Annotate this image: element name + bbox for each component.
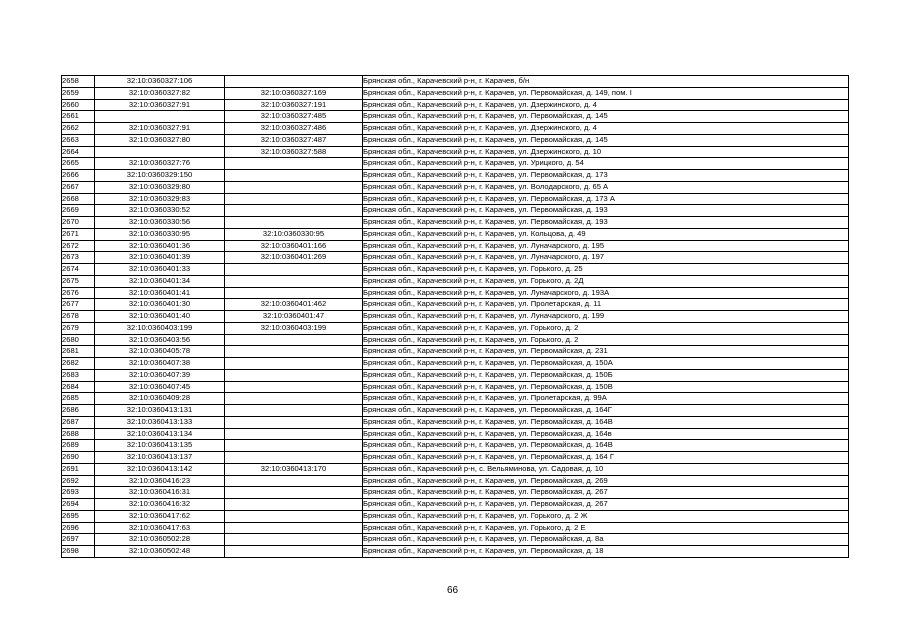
parent-cadastral-cell	[225, 205, 363, 217]
row-number-cell: 2698	[62, 546, 95, 558]
cadastral-number-cell: 32:10:0360416:23	[95, 475, 225, 487]
cadastral-number-cell: 32:10:0360327:80	[95, 134, 225, 146]
cadastral-number-cell: 32:10:0360401:33	[95, 264, 225, 276]
parent-cadastral-cell	[225, 170, 363, 182]
address-cell: Брянская обл., Карачевский р-н, г. Карачев, ул. Горького, д. 2 Ж	[363, 510, 849, 522]
row-number-cell: 2667	[62, 181, 95, 193]
parent-cadastral-cell	[225, 217, 363, 229]
address-cell: Брянская обл., Карачевский р-н, г. Карачев, ул. Первомайская, д. 150Б	[363, 369, 849, 381]
address-cell: Брянская обл., Карачевский р-н, г. Карачев, ул. Володарского, д. 65 А	[363, 181, 849, 193]
table-row	[62, 452, 849, 464]
row-number-cell: 2692	[62, 475, 95, 487]
address-cell: Брянская обл., Карачевский р-н, г. Карачев, ул. Горького, д. 2	[363, 322, 849, 334]
row-number-cell: 2659	[62, 87, 95, 99]
address-cell: Брянская обл., Карачевский р-н, г. Карачев, ул. Первомайская, д. 193	[363, 217, 849, 229]
address-cell: Брянская обл., Карачевский р-н, г. Карачев, ул. Луначарского, д. 199	[363, 311, 849, 323]
row-number-cell: 2680	[62, 334, 95, 346]
cadastral-number-cell: 32:10:0360417:63	[95, 522, 225, 534]
cadastral-number-cell: 32:10:0360502:28	[95, 534, 225, 546]
row-number-cell: 2696	[62, 522, 95, 534]
row-number-cell: 2690	[62, 452, 95, 464]
table-row	[62, 275, 849, 287]
parent-cadastral-cell: 32:10:0360327:486	[225, 123, 363, 135]
cadastral-number-cell: 32:10:0360413:137	[95, 452, 225, 464]
parent-cadastral-cell: 32:10:0360327:169	[225, 87, 363, 99]
address-cell: Брянская обл., Карачевский р-н, г. Карачев, ул. Первомайская, д. 8а	[363, 534, 849, 546]
table-row	[62, 217, 849, 229]
table-row	[62, 475, 849, 487]
parent-cadastral-cell	[225, 499, 363, 511]
row-number-cell: 2665	[62, 158, 95, 170]
cadastral-number-cell: 32:10:0360327:76	[95, 158, 225, 170]
row-number-cell: 2676	[62, 287, 95, 299]
table-row	[62, 158, 849, 170]
parent-cadastral-cell: 32:10:0360401:462	[225, 299, 363, 311]
address-cell: Брянская обл., Карачевский р-н, г. Карачев, ул. Луначарского, д. 193А	[363, 287, 849, 299]
parent-cadastral-cell	[225, 275, 363, 287]
table-row	[62, 546, 849, 558]
address-cell: Брянская обл., Карачевский р-н, г. Карачев, ул. Дзержинского, д. 4	[363, 123, 849, 135]
row-number-cell: 2661	[62, 111, 95, 123]
parent-cadastral-cell	[225, 193, 363, 205]
cadastral-number-cell: 32:10:0360329:150	[95, 170, 225, 182]
cadastral-number-cell: 32:10:0360401:34	[95, 275, 225, 287]
address-cell: Брянская обл., Карачевский р-н, г. Карачев, ул. Дзержинского, д. 4	[363, 99, 849, 111]
address-cell: Брянская обл., Карачевский р-н, г. Карачев, ул. Первомайская, д. 145	[363, 111, 849, 123]
row-number-cell: 2660	[62, 99, 95, 111]
table-body	[62, 76, 849, 558]
table-row	[62, 264, 849, 276]
table-row	[62, 534, 849, 546]
cadastral-number-cell: 32:10:0360407:38	[95, 358, 225, 370]
address-cell: Брянская обл., Карачевский р-н, г. Карачев, ул. Горького, д. 25	[363, 264, 849, 276]
cadastral-number-cell: 32:10:0360413:134	[95, 428, 225, 440]
address-cell: Брянская обл., Карачевский р-н, г. Карачев, ул. Первомайская, д. 150В	[363, 381, 849, 393]
address-cell: Брянская обл., Карачевский р-н, г. Карачев, ул. Первомайская, д. 164в	[363, 428, 849, 440]
address-cell: Брянская обл., Карачевский р-н, г. Карачев, ул. Первомайская, д. 173 А	[363, 193, 849, 205]
address-cell: Брянская обл., Карачевский р-н, г. Карачев, ул. Горького, д. 2Д	[363, 275, 849, 287]
row-number-cell: 2662	[62, 123, 95, 135]
parent-cadastral-cell	[225, 534, 363, 546]
parent-cadastral-cell: 32:10:0360401:269	[225, 252, 363, 264]
cadastral-number-cell: 32:10:0360329:80	[95, 181, 225, 193]
row-number-cell: 2683	[62, 369, 95, 381]
parent-cadastral-cell: 32:10:0360327:191	[225, 99, 363, 111]
cadastral-number-cell: 32:10:0360401:30	[95, 299, 225, 311]
cadastral-number-cell: 32:10:0360330:56	[95, 217, 225, 229]
table-row	[62, 522, 849, 534]
cadastral-number-cell: 32:10:0360413:135	[95, 440, 225, 452]
cadastral-number-cell: 32:10:0360327:82	[95, 87, 225, 99]
table-row	[62, 123, 849, 135]
parent-cadastral-cell: 32:10:0360327:487	[225, 134, 363, 146]
address-cell: Брянская обл., Карачевский р-н, г. Карачев, ул. Первомайская, д. 164 Г	[363, 452, 849, 464]
address-cell: Брянская обл., Карачевский р-н, г. Карачев, ул. Пролетарская, д. 99А	[363, 393, 849, 405]
table-row	[62, 111, 849, 123]
row-number-cell: 2658	[62, 76, 95, 88]
address-cell: Брянская обл., Карачевский р-н, г. Карачев, ул. Первомайская, д. 150А	[363, 358, 849, 370]
cadastral-number-cell: 32:10:0360329:83	[95, 193, 225, 205]
address-cell: Брянская обл., Карачевский р-н, г. Карачев, ул. Первомайская, д. 267	[363, 499, 849, 511]
parent-cadastral-cell: 32:10:0360403:199	[225, 322, 363, 334]
parent-cadastral-cell	[225, 452, 363, 464]
row-number-cell: 2686	[62, 405, 95, 417]
row-number-cell: 2670	[62, 217, 95, 229]
row-number-cell: 2684	[62, 381, 95, 393]
table-row	[62, 228, 849, 240]
table-row	[62, 499, 849, 511]
address-cell: Брянская обл., Карачевский р-н, г. Карачев, ул. Первомайская, д. 145	[363, 134, 849, 146]
row-number-cell: 2691	[62, 463, 95, 475]
table-row	[62, 193, 849, 205]
table-row	[62, 334, 849, 346]
cadastral-number-cell: 32:10:0360413:133	[95, 416, 225, 428]
row-number-cell: 2694	[62, 499, 95, 511]
row-number-cell: 2695	[62, 510, 95, 522]
table-row	[62, 487, 849, 499]
address-cell: Брянская обл., Карачевский р-н, г. Карачев, ул. Луначарского, д. 195	[363, 240, 849, 252]
cadastral-number-cell: 32:10:0360413:131	[95, 405, 225, 417]
parent-cadastral-cell	[225, 393, 363, 405]
address-cell: Брянская обл., Карачевский р-н, г. Карачев, ул. Кольцова, д. 49	[363, 228, 849, 240]
address-cell: Брянская обл., Карачевский р-н, г. Карачев, ул. Первомайская, д. 164В	[363, 416, 849, 428]
row-number-cell: 2675	[62, 275, 95, 287]
table-row	[62, 428, 849, 440]
row-number-cell: 2668	[62, 193, 95, 205]
table-row	[62, 405, 849, 417]
parent-cadastral-cell	[225, 158, 363, 170]
row-number-cell: 2689	[62, 440, 95, 452]
cadastral-number-cell: 32:10:0360327:91	[95, 99, 225, 111]
address-cell: Брянская обл., Карачевский р-н, г. Карачев, ул. Первомайская, д. 149, пом. I	[363, 87, 849, 99]
table-row	[62, 322, 849, 334]
parent-cadastral-cell	[225, 510, 363, 522]
parent-cadastral-cell: 32:10:0360413:170	[225, 463, 363, 475]
table-row	[62, 381, 849, 393]
table-row	[62, 240, 849, 252]
table-row	[62, 146, 849, 158]
row-number-cell: 2673	[62, 252, 95, 264]
address-cell: Брянская обл., Карачевский р-н, г. Карачев, б/н	[363, 76, 849, 88]
cadastral-number-cell: 32:10:0360330:95	[95, 228, 225, 240]
parent-cadastral-cell	[225, 369, 363, 381]
cadastral-number-cell	[95, 146, 225, 158]
table-row	[62, 311, 849, 323]
parent-cadastral-cell	[225, 440, 363, 452]
parent-cadastral-cell	[225, 546, 363, 558]
page-number: 66	[446, 585, 459, 596]
address-cell: Брянская обл., Карачевский р-н, г. Карачев, ул. Первомайская, д. 267	[363, 487, 849, 499]
table-row	[62, 99, 849, 111]
property-register-table	[61, 75, 849, 558]
cadastral-number-cell: 32:10:0360403:56	[95, 334, 225, 346]
cadastral-number-cell: 32:10:0360407:45	[95, 381, 225, 393]
row-number-cell: 2677	[62, 299, 95, 311]
row-number-cell: 2664	[62, 146, 95, 158]
cadastral-number-cell: 32:10:0360413:142	[95, 463, 225, 475]
row-number-cell: 2681	[62, 346, 95, 358]
cadastral-number-cell: 32:10:0360409:28	[95, 393, 225, 405]
parent-cadastral-cell	[225, 522, 363, 534]
address-cell: Брянская обл., Карачевский р-н, г. Карачев, ул. Горького, д. 2 Е	[363, 522, 849, 534]
address-cell: Брянская обл., Карачевский р-н, г. Карачев, ул. Луначарского, д. 197	[363, 252, 849, 264]
parent-cadastral-cell	[225, 416, 363, 428]
table-row	[62, 134, 849, 146]
table-row	[62, 76, 849, 88]
row-number-cell: 2679	[62, 322, 95, 334]
address-cell: Брянская обл., Карачевский р-н, г. Карачев, ул. Первомайская, д. 231	[363, 346, 849, 358]
row-number-cell: 2693	[62, 487, 95, 499]
address-cell: Брянская обл., Карачевский р-н, г. Карачев, ул. Первомайская, д. 18	[363, 546, 849, 558]
row-number-cell: 2685	[62, 393, 95, 405]
address-cell: Брянская обл., Карачевский р-н, с. Вельяминова, ул. Садовая, д. 10	[363, 463, 849, 475]
table-row	[62, 416, 849, 428]
row-number-cell: 2663	[62, 134, 95, 146]
row-number-cell: 2678	[62, 311, 95, 323]
parent-cadastral-cell	[225, 381, 363, 393]
table-row	[62, 346, 849, 358]
cadastral-number-cell: 32:10:0360416:31	[95, 487, 225, 499]
table-row	[62, 181, 849, 193]
table-row	[62, 440, 849, 452]
row-number-cell: 2669	[62, 205, 95, 217]
cadastral-number-cell: 32:10:0360416:32	[95, 499, 225, 511]
table-row	[62, 287, 849, 299]
address-cell: Брянская обл., Карачевский р-н, г. Карачев, ул. Первомайская, д. 269	[363, 475, 849, 487]
table-row	[62, 369, 849, 381]
cadastral-number-cell: 32:10:0360407:39	[95, 369, 225, 381]
cadastral-number-cell: 32:10:0360327:106	[95, 76, 225, 88]
address-cell: Брянская обл., Карачевский р-н, г. Карачев, ул. Горького, д. 2	[363, 334, 849, 346]
cadastral-number-cell: 32:10:0360401:36	[95, 240, 225, 252]
cadastral-number-cell: 32:10:0360401:40	[95, 311, 225, 323]
row-number-cell: 2671	[62, 228, 95, 240]
parent-cadastral-cell: 32:10:0360327:485	[225, 111, 363, 123]
parent-cadastral-cell	[225, 76, 363, 88]
address-cell: Брянская обл., Карачевский р-н, г. Карачев, ул. Пролетарская, д. 11	[363, 299, 849, 311]
row-number-cell: 2687	[62, 416, 95, 428]
table-row	[62, 510, 849, 522]
address-cell: Брянская обл., Карачевский р-н, г. Карачев, ул. Первомайская, д. 164Г	[363, 405, 849, 417]
parent-cadastral-cell: 32:10:0360401:166	[225, 240, 363, 252]
address-cell: Брянская обл., Карачевский р-н, г. Карачев, ул. Первомайская, д. 164В	[363, 440, 849, 452]
cadastral-number-cell: 32:10:0360401:41	[95, 287, 225, 299]
table-row	[62, 299, 849, 311]
row-number-cell: 2666	[62, 170, 95, 182]
parent-cadastral-cell	[225, 405, 363, 417]
parent-cadastral-cell	[225, 287, 363, 299]
cadastral-number-cell: 32:10:0360401:39	[95, 252, 225, 264]
table-row	[62, 205, 849, 217]
cadastral-number-cell: 32:10:0360403:199	[95, 322, 225, 334]
parent-cadastral-cell	[225, 346, 363, 358]
table-row	[62, 252, 849, 264]
row-number-cell: 2682	[62, 358, 95, 370]
table-row	[62, 358, 849, 370]
parent-cadastral-cell	[225, 334, 363, 346]
parent-cadastral-cell	[225, 487, 363, 499]
row-number-cell: 2688	[62, 428, 95, 440]
table-row	[62, 393, 849, 405]
table-row	[62, 87, 849, 99]
cadastral-number-cell: 32:10:0360330:52	[95, 205, 225, 217]
parent-cadastral-cell	[225, 358, 363, 370]
cadastral-number-cell: 32:10:0360502:48	[95, 546, 225, 558]
row-number-cell: 2697	[62, 534, 95, 546]
address-cell: Брянская обл., Карачевский р-н, г. Карачев, ул. Первомайская, д. 173	[363, 170, 849, 182]
parent-cadastral-cell	[225, 181, 363, 193]
parent-cadastral-cell: 32:10:0360401:47	[225, 311, 363, 323]
cadastral-number-cell: 32:10:0360405:78	[95, 346, 225, 358]
parent-cadastral-cell	[225, 428, 363, 440]
cadastral-number-cell: 32:10:0360327:91	[95, 123, 225, 135]
address-cell: Брянская обл., Карачевский р-н, г. Карачев, ул. Первомайская, д. 193	[363, 205, 849, 217]
row-number-cell: 2672	[62, 240, 95, 252]
parent-cadastral-cell	[225, 264, 363, 276]
parent-cadastral-cell	[225, 475, 363, 487]
parent-cadastral-cell: 32:10:0360330:95	[225, 228, 363, 240]
address-cell: Брянская обл., Карачевский р-н, г. Карачев, ул. Дзержинского, д. 10	[363, 146, 849, 158]
table-row	[62, 463, 849, 475]
table-row	[62, 170, 849, 182]
address-cell: Брянская обл., Карачевский р-н, г. Карачев, ул. Урицкого, д. 54	[363, 158, 849, 170]
parent-cadastral-cell: 32:10:0360327:588	[225, 146, 363, 158]
row-number-cell: 2674	[62, 264, 95, 276]
cadastral-number-cell	[95, 111, 225, 123]
cadastral-number-cell: 32:10:0360417:62	[95, 510, 225, 522]
